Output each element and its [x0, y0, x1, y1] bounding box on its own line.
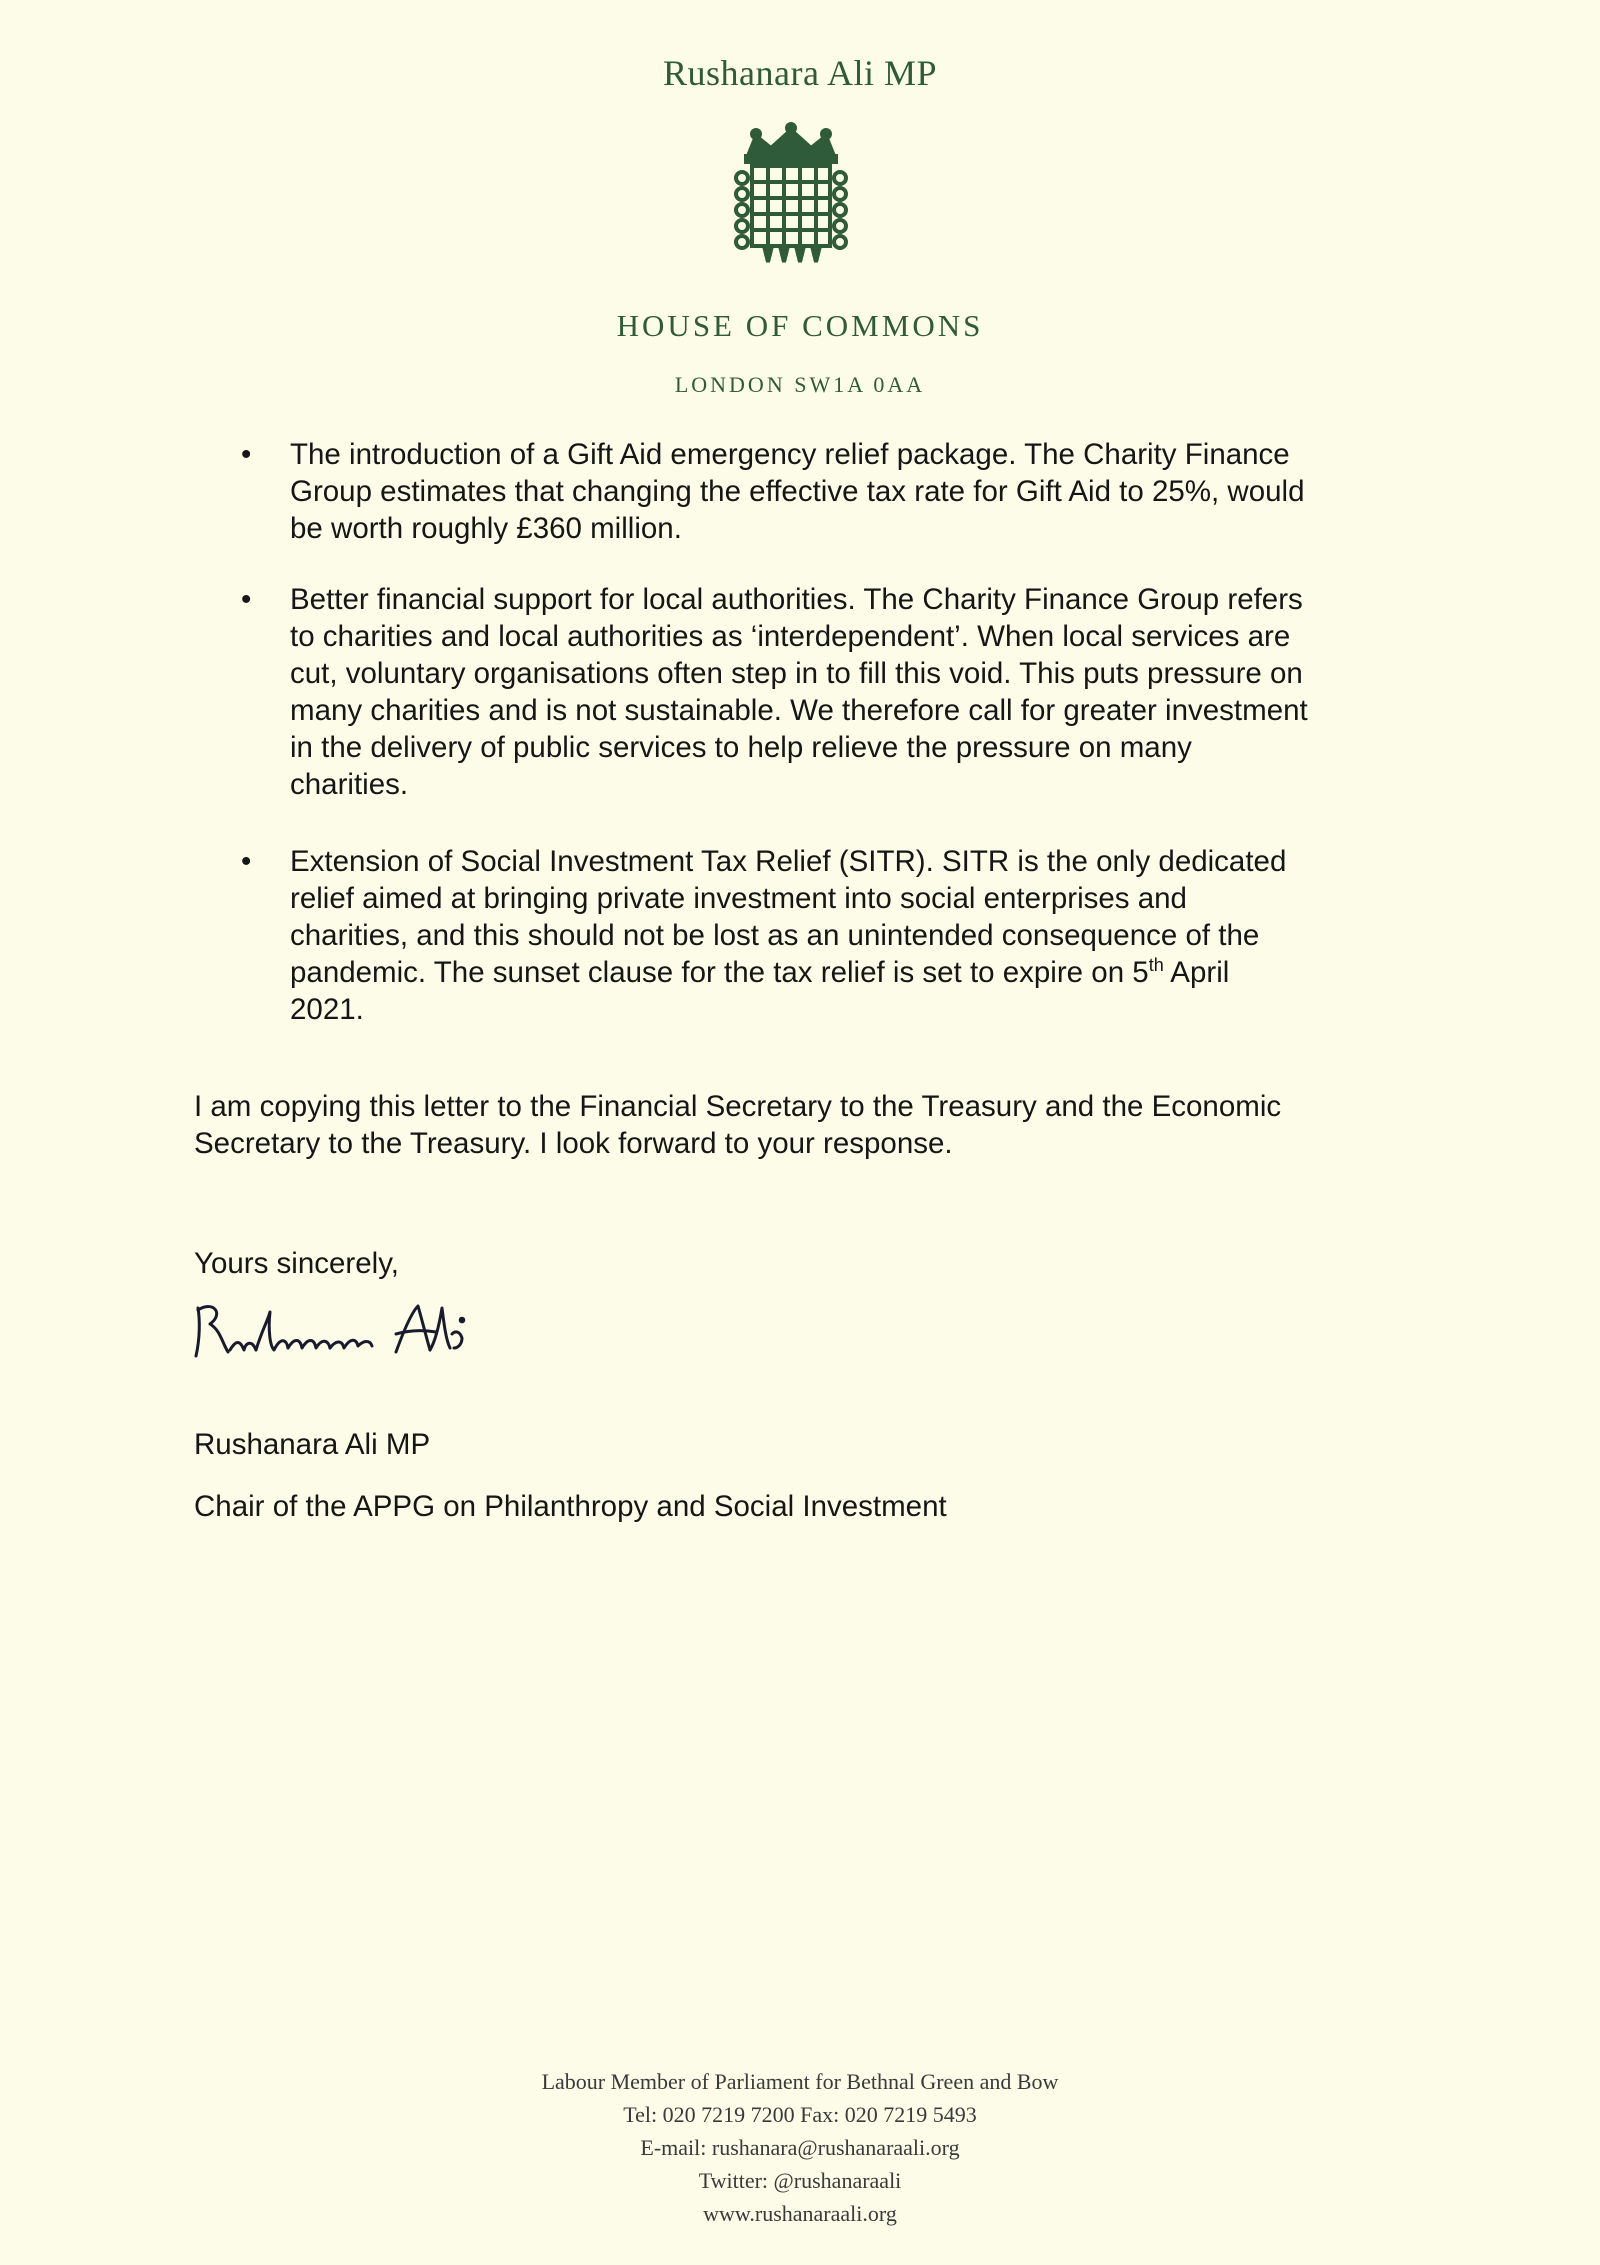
bullet-text-superscript: th — [1148, 955, 1164, 976]
bullet-text: The introduction of a Gift Aid emergency relief package. The Charity Finance Group estimates that changing the effective tax rate for Gift Aid to 25%, would be worth roughly £360 million. — [290, 438, 1305, 545]
bullet-dot: • — [241, 845, 252, 878]
bullet-text-part: April 2021. — [290, 956, 1230, 1026]
portcullis-icon — [726, 122, 856, 272]
letterhead-address: LONDON SW1A 0AA — [674, 372, 926, 397]
bullet-text: Better financial support for local authorities. The Charity Finance Group refers to charities and local authorities as ‘interdependent’. When local services are cut, voluntary organisations often step in to fill this void. This puts pressure on many charities and is not sustainable. We therefore call for greater investment in the delivery of public services to help relieve the pressure on many charities. — [290, 583, 1308, 801]
letterhead-mp-name: Rushanara Ali MP — [663, 53, 937, 93]
bullet-text-part: Extension of Social Investment Tax Relief (SITR). SITR is the only dedicated relief aimed at bringing private investment into social enterprises and charities, and this should not be lost as an unintended consequence of the pandemic. The sunset clause for the tax relief is set to expire on 5 — [290, 845, 1287, 989]
signatory-title: Chair of the APPG on Philanthropy and Social Investment — [194, 1490, 947, 1523]
footer — [0, 2065, 1600, 2230]
bullet-dot: • — [241, 583, 252, 616]
footer-website: www.rushanaraali.org — [703, 2201, 897, 2226]
letterhead-house-name: HOUSE OF COMMONS — [616, 308, 984, 343]
signatory-name: Rushanara Ali MP — [194, 1428, 431, 1461]
sign-off: Yours sincerely, — [194, 1247, 399, 1280]
bullet-dot: • — [241, 438, 252, 471]
footer-constituency: Labour Member of Parliament for Bethnal Green and Bow — [541, 2069, 1059, 2094]
footer-twitter: Twitter: @rushanaraali — [698, 2168, 902, 2193]
closing-paragraph: I am copying this letter to the Financial Secretary to the Treasury and the Economic Secretary to the Treasury. I look forward to your response. — [194, 1090, 1282, 1160]
footer-email: E-mail: rushanara@rushanaraali.org — [640, 2135, 960, 2160]
handwritten-signature — [190, 1290, 470, 1380]
bullet-text — [290, 843, 1430, 1028]
footer-phone-fax: Tel: 020 7219 7200 Fax: 020 7219 5493 — [623, 2102, 977, 2127]
